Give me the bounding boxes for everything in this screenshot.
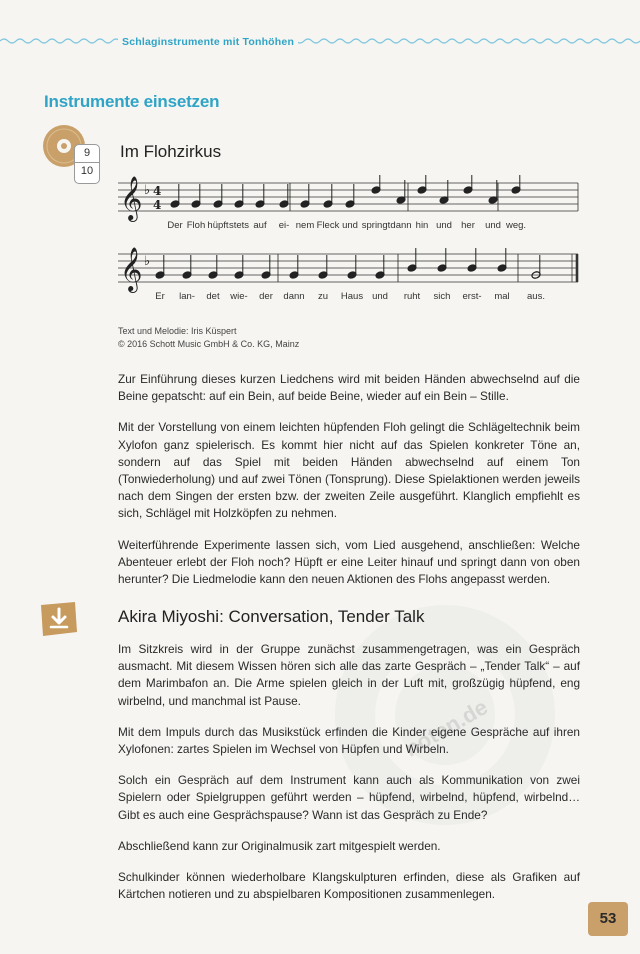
body-text-section-2	[118, 641, 580, 917]
lyric-syllable: ruht	[403, 291, 421, 302]
credit-copyright: © 2016 Schott Music GmbH & Co. KG, Mainz	[118, 339, 300, 349]
song-credits	[118, 325, 299, 351]
paragraph: Zur Einführung dieses kurzen Liedchens wird mit beiden Händen abwechselnd auf die Beine gepatscht: auf ein Bein, auf beide Beine, wieder auf ein Bein – Stille.	[118, 372, 580, 404]
lyric-syllable: Fleck	[316, 220, 340, 231]
header-wave-rule	[0, 34, 640, 48]
lyric-syllable: det	[206, 291, 220, 302]
flat-sign: ♭	[144, 183, 151, 198]
music-staff-line-1	[118, 175, 588, 223]
lyric-syllable: und	[485, 220, 501, 231]
lyric-syllable: mal	[494, 291, 510, 302]
lyric-syllable: nem	[295, 220, 315, 231]
lyric-syllable: Der	[167, 220, 183, 231]
track-number-first: 9	[83, 147, 91, 159]
paragraph: Mit der Vorstellung von einem leichten hüpfenden Floh gelingt die Schlägeltechnik beim Xylofon ganz spielerisch. Es kommt hier nicht auf das Spielen konkreter Töne an, sondern auf das Spiel mit beiden Händen abwechselnd auf einem Ton (Tonwiederholung) und auf zwei Tönen (Tonsprung). Diese Spielaktionen werden jeweils nach dem Singen der ersten bzw. der zweiten Zeile ausgeführt. Klanglich empfiehlt es sich, Schlägel mit Holzköpfen zu nehmen.	[118, 420, 580, 521]
running-head: Schlaginstrumente mit Tonhöhen	[118, 36, 298, 48]
credit-text-melody: Text und Melodie: Iris Küspert	[118, 326, 237, 336]
download-arrow-icon[interactable]	[40, 602, 78, 636]
lyric-syllable: wie-	[230, 291, 248, 302]
lyric-syllable: Floh	[186, 220, 206, 231]
paragraph: Im Sitzkreis wird in der Gruppe zunächst zusammengetragen, was ein Gespräch ausmacht. Mit diesem Wissen hören sich alle das zarte Gespräch – „Tender Talk“ – auf dem Marimbafon an. Die Arme spielen gleich in der Luft mit, großzügig hüpfend, eng wirbelnd, und manchmal ist Pause.	[118, 642, 580, 708]
lyric-syllable: sich	[433, 291, 451, 302]
lyric-syllable: erst-	[462, 291, 482, 302]
lyric-syllable: dann	[283, 291, 305, 302]
lyric-syllable: und	[436, 220, 452, 231]
body-text-section-1	[118, 371, 580, 602]
paragraph: Abschließend kann zur Originalmusik zart mitgespielt werden.	[118, 838, 441, 853]
time-sig-bottom: 4	[153, 198, 162, 212]
lyric-syllable: Haus	[340, 291, 364, 302]
paragraph: Mit dem Impuls durch das Musikstück erfinden die Kinder eigene Gespräche auf ihren Xylofonen: zartes Spielen im Wechsel von Hüpfen und Wirbeln.	[118, 724, 580, 757]
lyric-syllable: zu	[317, 291, 329, 302]
lyric-syllable: und	[372, 291, 388, 302]
lyric-syllable: lan-	[179, 291, 195, 302]
lyric-syllable: hin	[415, 220, 429, 231]
lyric-syllable: stets	[228, 220, 250, 231]
lyric-syllable: dann	[390, 220, 412, 231]
lyric-syllable: und	[342, 220, 358, 231]
paragraph: Weiterführende Experimente lassen sich, vom Lied ausgehend, anschließen: Welche Abenteuer erlebt der Floh noch? Hüpft er eine Leiter hinauf und springt dann von oben herunter? Die Liedmelodie kann den neuen Aktionen des Flohs angepasst werden.	[118, 537, 580, 587]
lyric-syllable: ei-	[278, 220, 290, 231]
watermark-text: noten.de	[400, 694, 492, 762]
track-number-second: 10	[75, 162, 99, 180]
section-title: Instrumente einsetzen	[44, 92, 220, 111]
treble-clef: 𝄞	[120, 247, 143, 291]
section-2-title: Akira Miyoshi: Conversation, Tender Talk	[118, 607, 425, 626]
lyric-syllable: her	[461, 220, 475, 231]
track-number-box	[74, 144, 100, 184]
lyric-syllable: aus.	[527, 291, 545, 302]
paragraph: Solch ein Gespräch auf dem Instrument kann auch als Kommunikation von zwei Spielern oder Spielgruppen geführt werden – hüpfend, wirbelnd, hüpfend, wirbelnd… Gibt es auch eine Gesprächspause? Wann ist das Gespräch zu Ende?	[118, 773, 580, 822]
lyric-syllable: der	[259, 291, 273, 302]
music-staff-line-2	[118, 246, 588, 294]
page-number: 53	[588, 902, 628, 936]
lyric-syllable: auf	[253, 220, 267, 231]
song-title: Im Flohzirkus	[120, 142, 222, 161]
lyric-syllable: hüpft	[207, 220, 229, 231]
lyric-syllable: Er	[155, 291, 165, 302]
paragraph: Schulkinder können wiederholbare Klangskulpturen erfinden, diese als Grafiken auf Kärtchen notieren und zu abspielbaren Kompositionen zusammenlegen.	[118, 870, 580, 902]
time-sig-top: 4	[153, 184, 162, 198]
flat-sign: ♭	[144, 254, 151, 269]
lyric-syllable: springt	[361, 220, 391, 231]
lyric-syllable: weg.	[505, 220, 527, 231]
treble-clef: 𝄞	[120, 176, 143, 220]
